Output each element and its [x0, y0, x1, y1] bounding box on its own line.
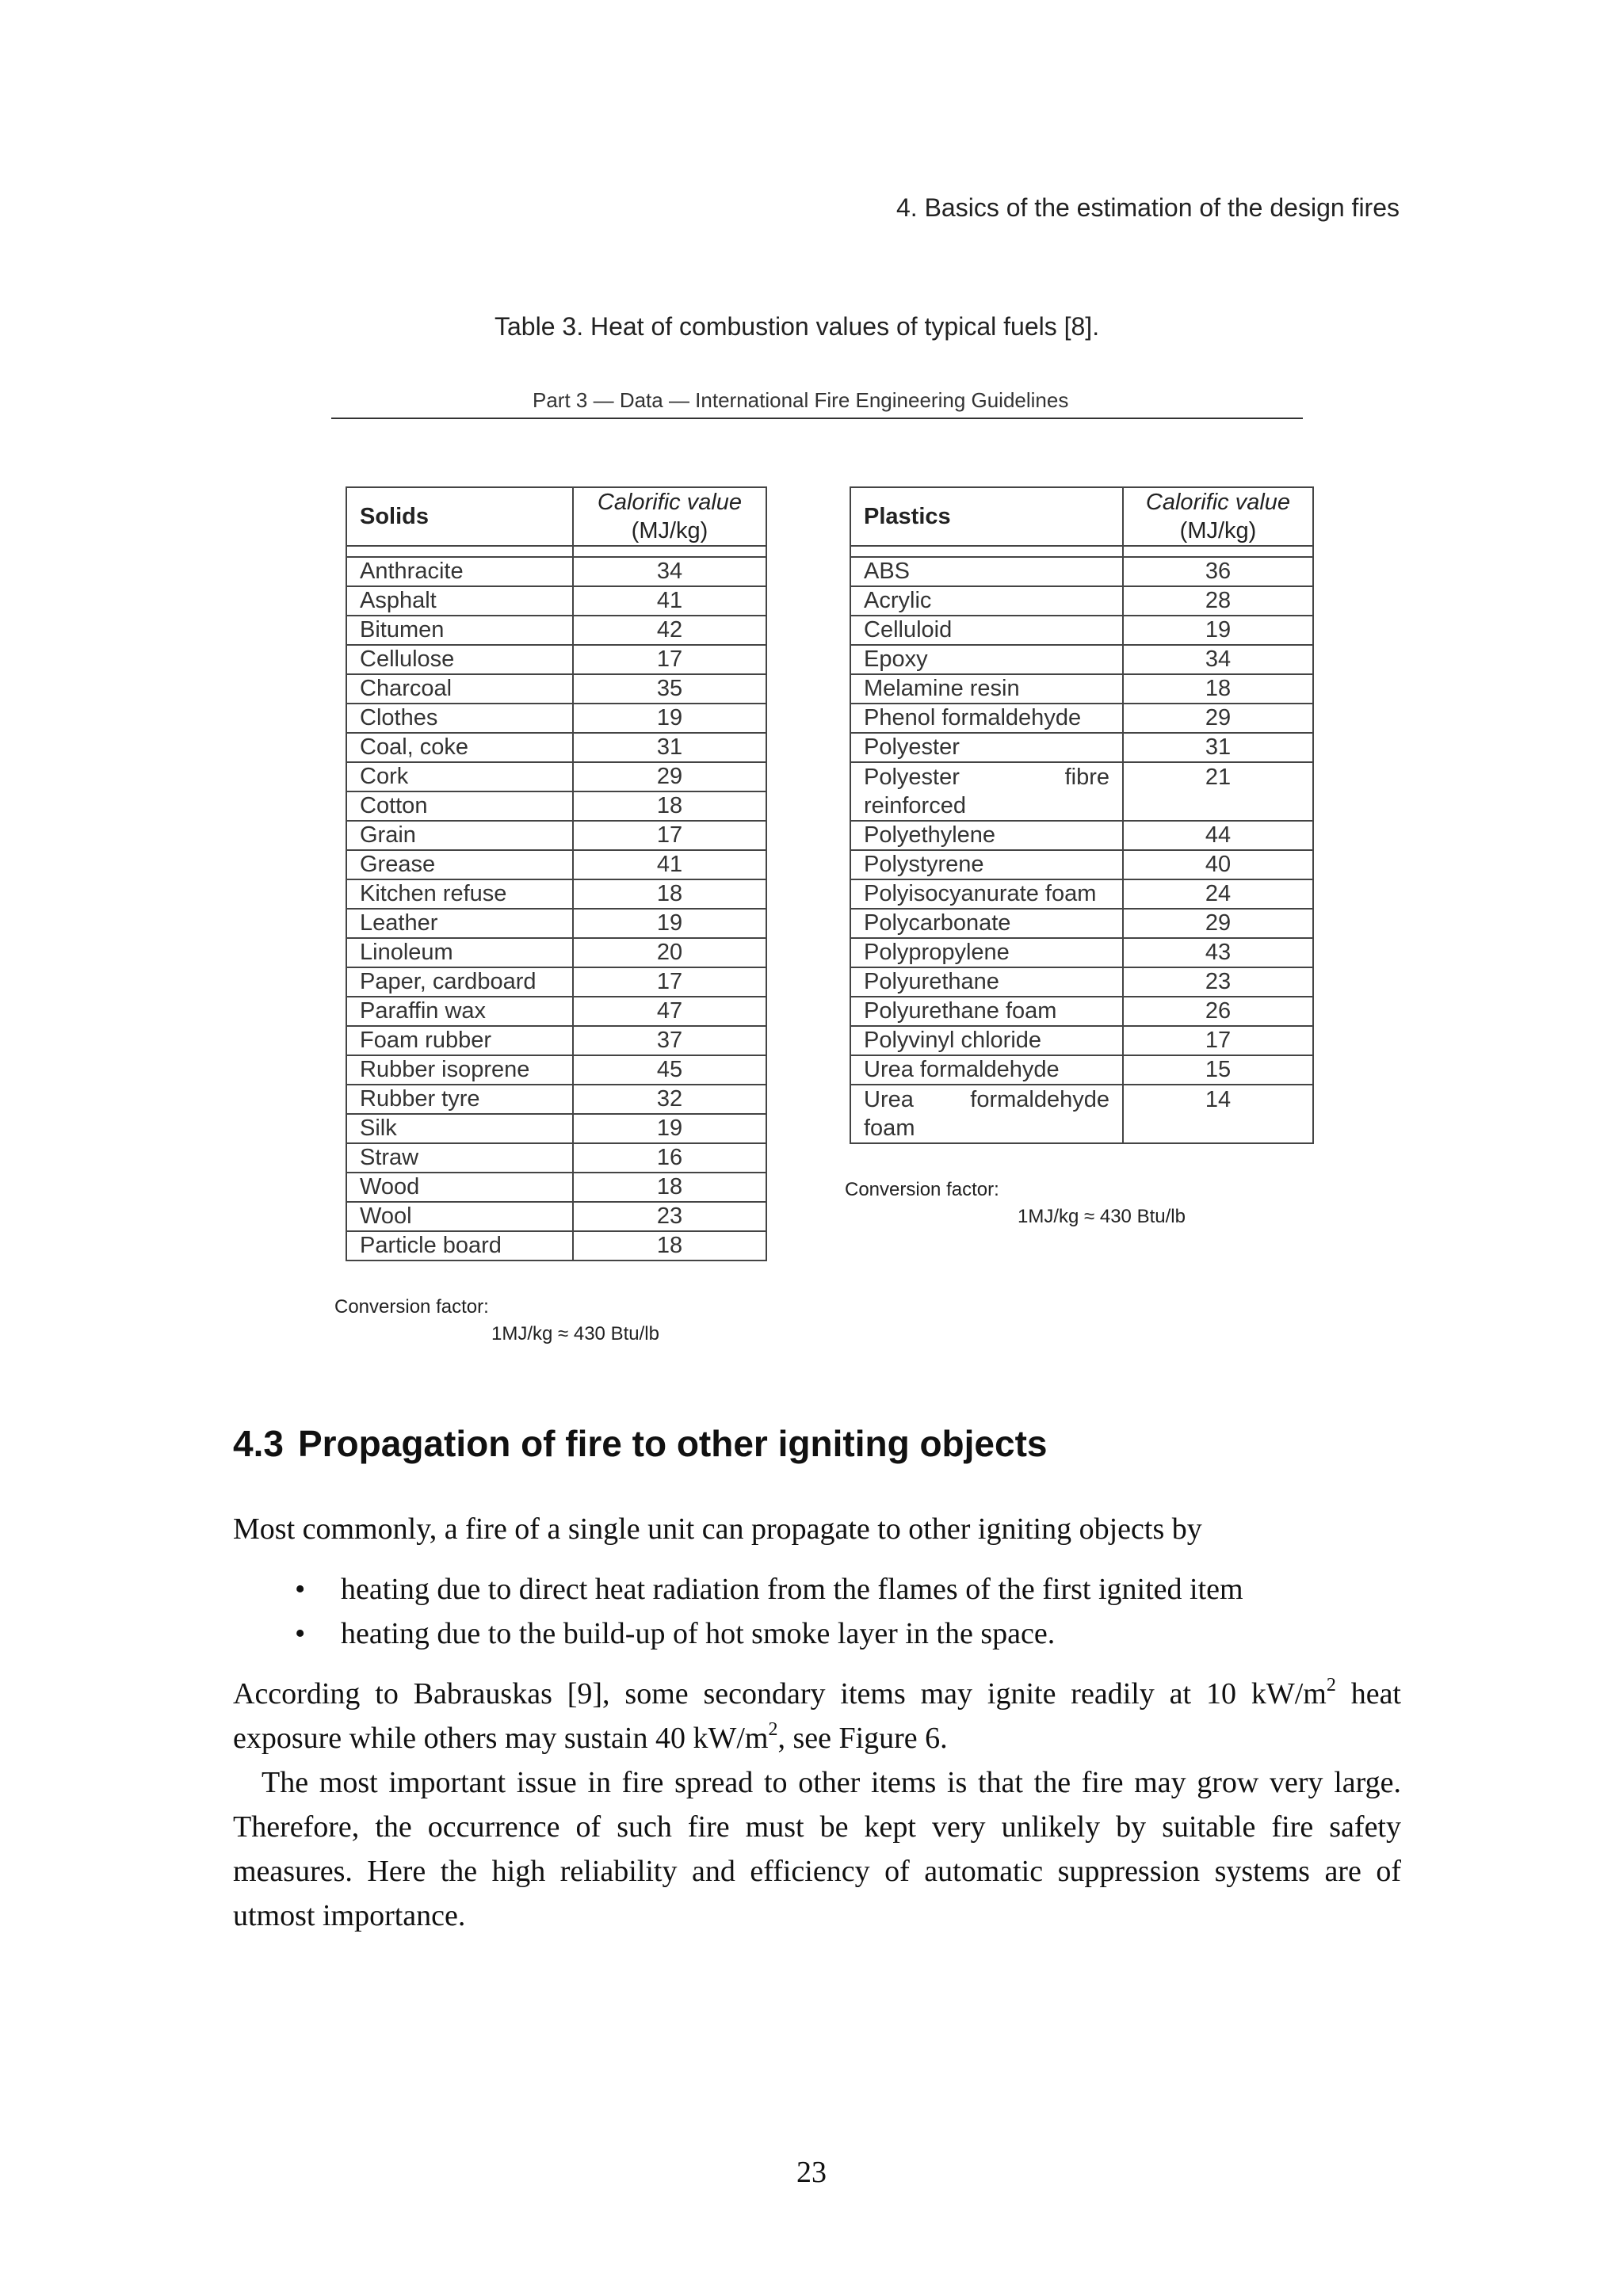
calorific-value: 40 [1123, 850, 1313, 879]
header-rule [331, 418, 1303, 419]
calorific-value: 15 [1123, 1055, 1313, 1085]
material-name: Charcoal [346, 674, 573, 704]
calorific-value: 16 [573, 1143, 766, 1173]
calorific-value: 42 [573, 616, 766, 645]
material-name: Anthracite [346, 557, 573, 586]
table-row [346, 557, 766, 586]
calorific-value: 47 [573, 997, 766, 1026]
material-name: Celluloid [850, 616, 1123, 645]
bullet-icon: • [295, 1573, 306, 1606]
calorific-value: 45 [573, 1055, 766, 1085]
calorific-value: 20 [573, 938, 766, 967]
table-row [850, 586, 1313, 616]
table-header-row [346, 487, 766, 546]
table-row [850, 616, 1313, 645]
table-row [346, 909, 766, 938]
solids-body [346, 546, 766, 1261]
table-row [850, 674, 1313, 704]
list-item-text: heating due to direct heat radiation from the flames of the first ignited item [341, 1573, 1243, 1606]
table-row [346, 997, 766, 1026]
material-name-part: formaldehyde [970, 1087, 1109, 1112]
calorific-value: 18 [573, 791, 766, 821]
plastics-tall-row-2 [850, 1085, 1313, 1143]
table-source-header: Part 3 — Data — International Fire Engineering Guidelines [533, 388, 1069, 412]
table-row [850, 967, 1313, 997]
material-name-part: Polyester [864, 765, 960, 790]
table-row [346, 938, 766, 967]
material-name: Foam rubber [346, 1026, 573, 1055]
calorific-value: 41 [573, 850, 766, 879]
calorific-value: 44 [1123, 821, 1313, 850]
table-row [346, 645, 766, 674]
table-row [346, 791, 766, 821]
calorific-value: 17 [573, 821, 766, 850]
calorific-value: 29 [1123, 909, 1313, 938]
table-row [850, 704, 1313, 733]
table-row [850, 879, 1313, 909]
calorific-value: 35 [573, 674, 766, 704]
table-row [346, 850, 766, 879]
list-item [233, 1611, 1401, 1656]
material-name: Cellulose [346, 645, 573, 674]
material-name: Coal, coke [346, 733, 573, 762]
section-heading [233, 1422, 1048, 1465]
material-name: Bitumen [346, 616, 573, 645]
table-caption: Table 3. Heat of combustion values of typical fuels [8]. [495, 312, 1100, 341]
table-row [850, 850, 1313, 879]
plastics-conversion-note [845, 1179, 1186, 1228]
superscript: 2 [768, 1719, 778, 1740]
conversion-value: 1MJ/kg ≈ 430 Btu/lb [491, 1323, 659, 1344]
calorific-value: 18 [573, 879, 766, 909]
material-name: Clothes [346, 704, 573, 733]
bullet-icon: • [295, 1617, 306, 1650]
material-name: Acrylic [850, 586, 1123, 616]
paragraph-text: According to Babrauskas [9], some secondary items may ignite readily at 10 kW/m [233, 1677, 1327, 1711]
material-name: Epoxy [850, 645, 1123, 674]
table-row [346, 1114, 766, 1143]
table-row [346, 674, 766, 704]
calorific-value: 36 [1123, 557, 1313, 586]
material-name-part: fibre [1064, 765, 1109, 790]
material-name: Wool [346, 1202, 573, 1231]
plastics-rows-a [850, 557, 1313, 762]
calorific-value: 17 [573, 967, 766, 997]
table-header-row [850, 487, 1313, 546]
table-row [346, 1202, 766, 1231]
unit-label: (MJ/kg) [1179, 518, 1257, 543]
material-name-part: reinforced [864, 793, 966, 818]
table-row [346, 616, 766, 645]
material-name: Cork [346, 762, 573, 791]
calorific-value-header [1123, 487, 1313, 546]
calorific-value: 19 [573, 704, 766, 733]
material-name [850, 762, 1123, 821]
table-row [346, 879, 766, 909]
table-row [850, 1085, 1313, 1143]
calorific-value: 18 [573, 1173, 766, 1202]
table-row [346, 733, 766, 762]
table-row [850, 1055, 1313, 1085]
material-name: Polypropylene [850, 938, 1123, 967]
calorific-value: 29 [1123, 704, 1313, 733]
material-name-part: foam [864, 1116, 915, 1141]
material-name: Cotton [346, 791, 573, 821]
calorific-value: 23 [1123, 967, 1313, 997]
calorific-value: 24 [1123, 879, 1313, 909]
table-row [346, 1055, 766, 1085]
material-name: Phenol formaldehyde [850, 704, 1123, 733]
material-name: Polyethylene [850, 821, 1123, 850]
table-row [850, 997, 1313, 1026]
calorific-value-label: Calorific value [1145, 490, 1291, 515]
calorific-value: 19 [1123, 616, 1313, 645]
material-name: Kitchen refuse [346, 879, 573, 909]
material-name: Linoleum [346, 938, 573, 967]
calorific-value: 18 [573, 1231, 766, 1261]
material-name-part: Urea [864, 1087, 914, 1112]
table-row [346, 967, 766, 997]
table-row [850, 1026, 1313, 1055]
plastics-table [850, 486, 1314, 1144]
material-name: Urea formaldehyde [850, 1055, 1123, 1085]
intro-paragraph: Most commonly, a fire of a single unit can propagate to other igniting objects by [233, 1512, 1202, 1546]
table-row [850, 557, 1313, 586]
material-name: Polystyrene [850, 850, 1123, 879]
table-row [346, 1143, 766, 1173]
paragraph-fire-spread: The most important issue in fire spread to other items is that the fire may grow very large. Therefore, the occurrence of such fire must be kept very unlikely by suitable fire safety measures. Here the high reliability and efficiency of automatic suppression systems are of utmost importance. [233, 1766, 1401, 1932]
material-name: Asphalt [346, 586, 573, 616]
solids-header: Solids [346, 487, 573, 546]
material-name [850, 1085, 1123, 1143]
list-item [233, 1567, 1401, 1611]
calorific-value: 43 [1123, 938, 1313, 967]
table-row [346, 586, 766, 616]
calorific-value: 19 [573, 1114, 766, 1143]
plastics-tall-row-1 [850, 762, 1313, 821]
plastics-body [850, 546, 1313, 557]
material-name: Polyurethane foam [850, 997, 1123, 1026]
material-name: Silk [346, 1114, 573, 1143]
calorific-value: 17 [573, 645, 766, 674]
calorific-value-header [573, 487, 766, 546]
table-row [346, 1231, 766, 1261]
table-row [850, 762, 1313, 821]
bullet-list [233, 1567, 1401, 1656]
material-name: Polycarbonate [850, 909, 1123, 938]
calorific-value: 14 [1123, 1085, 1313, 1143]
material-name: Melamine resin [850, 674, 1123, 704]
section-title: Propagation of fire to other igniting objects [297, 1423, 1048, 1464]
calorific-value-label: Calorific value [597, 490, 743, 515]
calorific-value: 21 [1123, 762, 1313, 821]
calorific-value: 31 [573, 733, 766, 762]
calorific-value: 41 [573, 586, 766, 616]
calorific-value: 26 [1123, 997, 1313, 1026]
table-row [850, 733, 1313, 762]
superscript: 2 [1326, 1675, 1336, 1695]
material-name: Grease [346, 850, 573, 879]
table-row [346, 821, 766, 850]
running-head: 4. Basics of the estimation of the design fires [896, 193, 1400, 222]
table-row [850, 938, 1313, 967]
material-name: Paper, cardboard [346, 967, 573, 997]
conversion-label: Conversion factor: [334, 1296, 489, 1318]
page-number: 23 [796, 2156, 827, 2189]
section-number: 4.3 [233, 1423, 284, 1464]
material-name: Polyisocyanurate foam [850, 879, 1123, 909]
table-row [346, 1085, 766, 1114]
solids-conversion-note [334, 1296, 659, 1345]
calorific-value: 37 [573, 1026, 766, 1055]
material-name: Polyester [850, 733, 1123, 762]
table-row [850, 909, 1313, 938]
calorific-value: 29 [573, 762, 766, 791]
table-row [346, 1173, 766, 1202]
calorific-value: 28 [1123, 586, 1313, 616]
material-name: Leather [346, 909, 573, 938]
material-name: Polyvinyl chloride [850, 1026, 1123, 1055]
list-item-text: heating due to the build-up of hot smoke layer in the space. [341, 1617, 1056, 1650]
table-row [346, 1026, 766, 1055]
plastics-rows-b [850, 821, 1313, 1085]
calorific-value: 18 [1123, 674, 1313, 704]
material-name: Rubber tyre [346, 1085, 573, 1114]
calorific-value: 23 [573, 1202, 766, 1231]
material-name: Polyurethane [850, 967, 1123, 997]
calorific-value: 32 [573, 1085, 766, 1114]
paragraph-babrauskas [233, 1672, 1401, 1760]
calorific-value: 19 [573, 909, 766, 938]
material-name: Paraffin wax [346, 997, 573, 1026]
table-row [850, 821, 1313, 850]
calorific-value: 34 [573, 557, 766, 586]
table-row [346, 762, 766, 791]
material-name: Wood [346, 1173, 573, 1202]
table-row [850, 645, 1313, 674]
table-row [346, 704, 766, 733]
plastics-header: Plastics [850, 487, 1123, 546]
paragraph-text: heat exposure while others may sustain 40 kW/m [233, 1677, 1401, 1755]
paragraph-text: , see Figure 6. [777, 1722, 948, 1755]
calorific-value: 17 [1123, 1026, 1313, 1055]
conversion-value: 1MJ/kg ≈ 430 Btu/lb [1018, 1206, 1186, 1227]
material-name: Grain [346, 821, 573, 850]
material-name: Rubber isoprene [346, 1055, 573, 1085]
calorific-value: 34 [1123, 645, 1313, 674]
material-name: Particle board [346, 1231, 573, 1261]
material-name: Straw [346, 1143, 573, 1173]
unit-label: (MJ/kg) [631, 518, 708, 543]
conversion-label: Conversion factor: [845, 1179, 999, 1200]
material-name: ABS [850, 557, 1123, 586]
solids-table [346, 486, 767, 1261]
calorific-value: 31 [1123, 733, 1313, 762]
